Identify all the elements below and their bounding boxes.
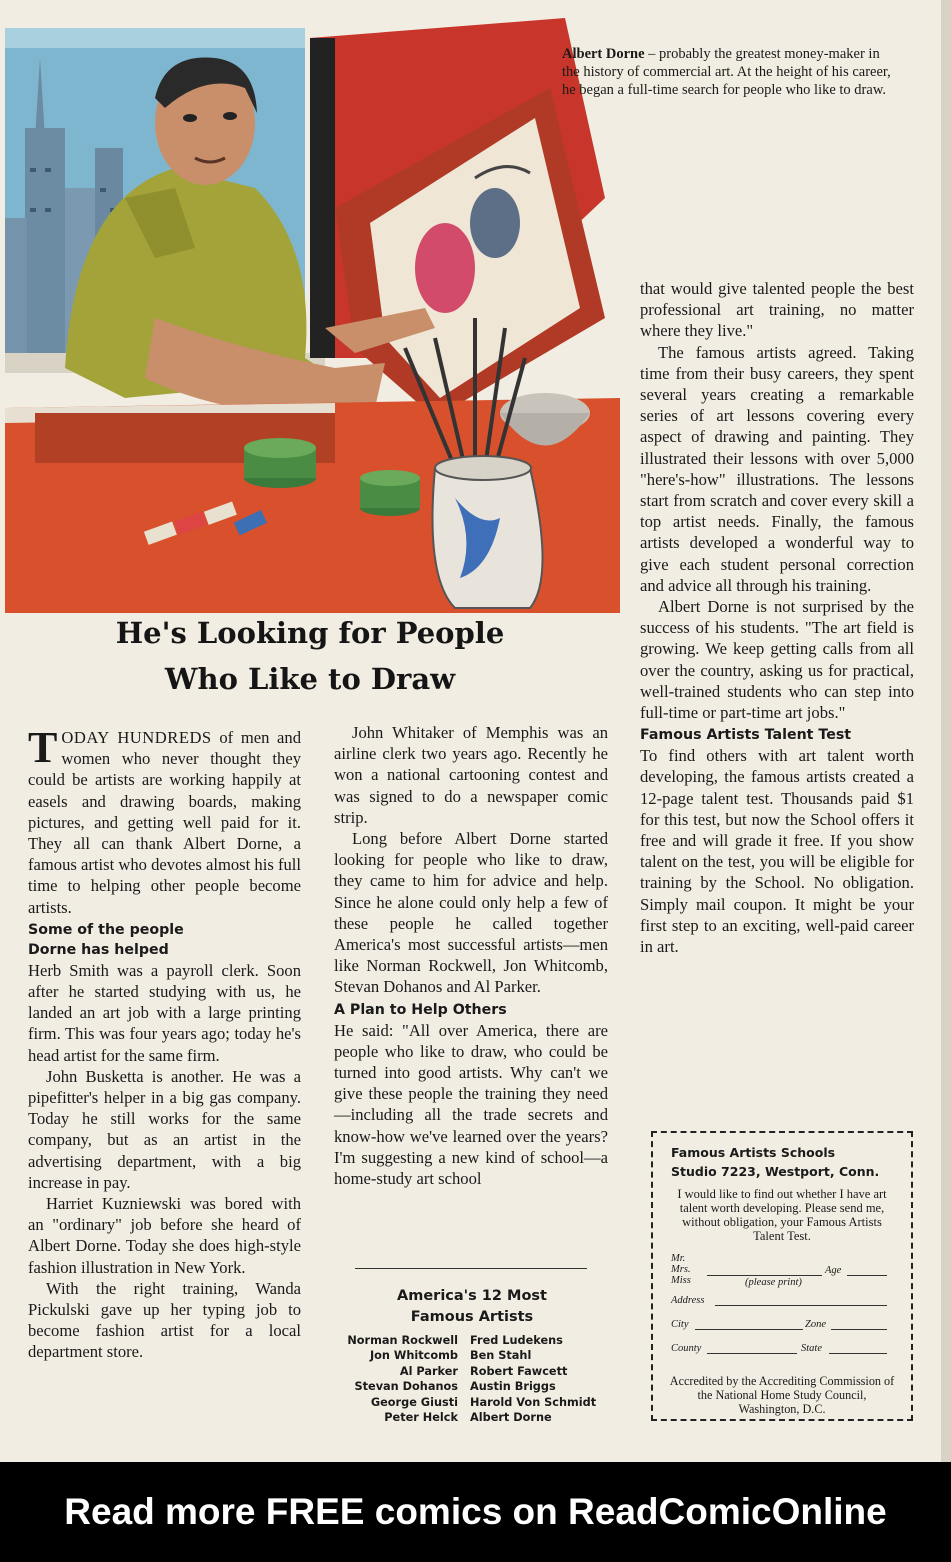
col1-subhead-line-2: Dorne has helped (28, 941, 169, 958)
famous-title-line-1: America's 12 Most (397, 1288, 547, 1304)
artist-illustration (5, 18, 620, 613)
artist-row (334, 1333, 610, 1348)
col3-paragraph-3: Albert Dorne is not surprised by the success of his students. "The art field is growing. We keep getting calls from all over the country, asking us for practical, well-trained students who can step into full-time or part-time art jobs." (640, 597, 914, 723)
col1-paragraph-4: Harriet Kuzniewski was bored with an "ordinary" job before she heard of Albert Dorne. Today she does high-style fashion illustration in New York. (28, 1194, 301, 1277)
headline-line-2: Who Like to Draw (164, 662, 456, 696)
age-label: Age (825, 1265, 842, 1276)
famous-artists-list (334, 1333, 610, 1425)
name-line[interactable] (707, 1263, 822, 1276)
caption-name: Albert Dorne (562, 46, 645, 62)
promo-banner-text: Read more FREE comics on ReadComicOnline (64, 1491, 887, 1532)
coupon-salutations (671, 1253, 691, 1286)
promo-banner[interactable] (0, 1462, 951, 1562)
artist-name: Robert Fawcett (470, 1364, 568, 1378)
col2-subhead: A Plan to Help Others (334, 1001, 507, 1018)
artist-row (334, 1410, 610, 1425)
col3-paragraph-2: The famous artists agreed. Taking time from their busy careers, they spent several years creating a remarkable series of art lessons covering every aspect of drawing and painting. They illustrated their lessons with over 5,000 "here's-how" illustrations. The lessons start from scratch and cover every skill a top artist needs. Finally, the famous artists developed a wonderful way to give each student personal correction and advice all through his training. (640, 342, 914, 595)
coupon-address: Studio 7223, Westport, Conn. (671, 1164, 880, 1179)
col1-paragraph-3: John Busketta is another. He was a pipefitter's helper in a big gas company. Today he still works for the same company, but as an artist in the advertising department, with a big increase in pay. (28, 1066, 301, 1192)
col1-subhead (28, 920, 301, 960)
artist-name: Al Parker (399, 1364, 458, 1378)
headline-line-1: He's Looking for People (115, 616, 505, 650)
state-label: State (801, 1343, 822, 1354)
col1-paragraph-2: Herb Smith was a payroll clerk. Soon after he started studying with us, he landed an art job with a large printing firm. This was four years ago; today he's head artist for the same firm. (28, 960, 301, 1065)
artist-row (334, 1379, 610, 1394)
artist-row (334, 1395, 610, 1410)
mr-label: Mr. (671, 1253, 686, 1264)
artist-name: Austin Briggs (470, 1380, 556, 1394)
article-column-3 (640, 278, 914, 957)
coupon-body: I would like to find out whether I have art talent worth developing. Please send me, without obligation, your Famous Artists Talent Test. (677, 1187, 887, 1243)
lead-small-caps: ODAY HUNDREDS (61, 728, 212, 747)
col2-paragraph-2: Long before Albert Dorne started looking for people who like to draw, they came to him for advice and help. Since he alone could only help a few of these people he called together America's most successful artists—men like Norman Rockwell, Jon Whitcomb, Stevan Dohanos and Al Parker. (334, 829, 608, 997)
county-line[interactable] (707, 1341, 797, 1354)
page-edge (941, 0, 951, 1462)
artist-name: Stevan Dohanos (354, 1380, 458, 1394)
artist-name: Peter Helck (384, 1411, 458, 1425)
city-label: City (671, 1319, 689, 1330)
mail-coupon (651, 1131, 913, 1421)
artist-row (334, 1364, 610, 1379)
artist-name: Jon Whitcomb (369, 1349, 458, 1363)
age-line[interactable] (847, 1263, 887, 1276)
drop-cap: T (28, 723, 58, 772)
artist-row (334, 1348, 610, 1363)
artist-name: Norman Rockwell (347, 1334, 458, 1347)
coupon-school-name: Famous Artists Schools (671, 1145, 836, 1160)
zone-label: Zone (805, 1319, 826, 1330)
col2-paragraph-1: John Whitaker of Memphis was an airline clerk two years ago. Recently he won a national cartooning contest and was signed to do a newspaper comic strip. (334, 723, 608, 827)
address-line[interactable] (715, 1293, 887, 1306)
city-line[interactable] (695, 1317, 803, 1330)
divider-rule (355, 1268, 587, 1269)
col3-paragraph-4: To find others with art talent worth developing, the famous artists created a 12-page talent test. Thousands paid $1 for this test, but now the School offers it free and will grade it free. If you show talent on the test, you will be eligible for training by the School. No obligation. Simply mail coupon. It might be your first step to an exciting, well-paid career in art. (640, 746, 914, 957)
headline (20, 610, 600, 702)
artist-name: Albert Dorne (470, 1411, 552, 1425)
col1-paragraph-5: With the right training, Wanda Pickulski gave up her typing job to become fashion artist for a local department store. (28, 1278, 301, 1362)
illustration-caption (562, 45, 892, 99)
mrs-label: Mrs. (671, 1264, 691, 1275)
col1-subhead-line-1: Some of the people (28, 921, 184, 938)
artist-name: Fred Ludekens (470, 1334, 563, 1347)
famous-artists-title (334, 1286, 610, 1328)
county-label: County (671, 1343, 702, 1354)
zone-line[interactable] (831, 1317, 887, 1330)
accreditation-note: Accredited by the Accrediting Commission of the National Home Study Council, Washington, D.C. (669, 1374, 895, 1416)
col2-paragraph-3: He said: "All over America, there are people who like to draw, who could be turned into good artists. Why can't we give these people the training they need—including all the trade secrets and know-how we've learned over the years? I'm suggesting a new kind of school—a home-study art school (334, 1020, 608, 1189)
col3-subhead: Famous Artists Talent Test (640, 727, 852, 744)
coupon-form-fields (667, 1253, 897, 1353)
article-column-2 (334, 722, 608, 1189)
artist-name: Harold Von Schmidt (470, 1395, 597, 1409)
artist-name: George Giusti (370, 1395, 458, 1409)
famous-title-line-2: Famous Artists (410, 1309, 534, 1325)
artist-name: Ben Stahl (470, 1349, 532, 1363)
col3-paragraph-1: that would give talented people the best professional art training, no matter where they live." (640, 279, 914, 341)
please-print-label: (please print) (745, 1277, 802, 1288)
state-line[interactable] (829, 1341, 887, 1354)
caption-text: – probably the greatest money-maker in the history of commercial art. At the height of his career, he began a full-time search for people who like to draw. (562, 46, 891, 98)
article-column-1 (28, 723, 302, 1363)
col1-paragraph-1 (28, 723, 302, 918)
col1-p1-text: of men and women who never thought they could be artists are working happily at easels and drawing boards, making pictures, and getting well paid for it. They all can thank Albert Dorne, a famous artist who devotes almost his full time to helping other people become artists. (28, 728, 302, 917)
miss-label: Miss (671, 1275, 691, 1286)
address-label: Address (671, 1295, 705, 1306)
